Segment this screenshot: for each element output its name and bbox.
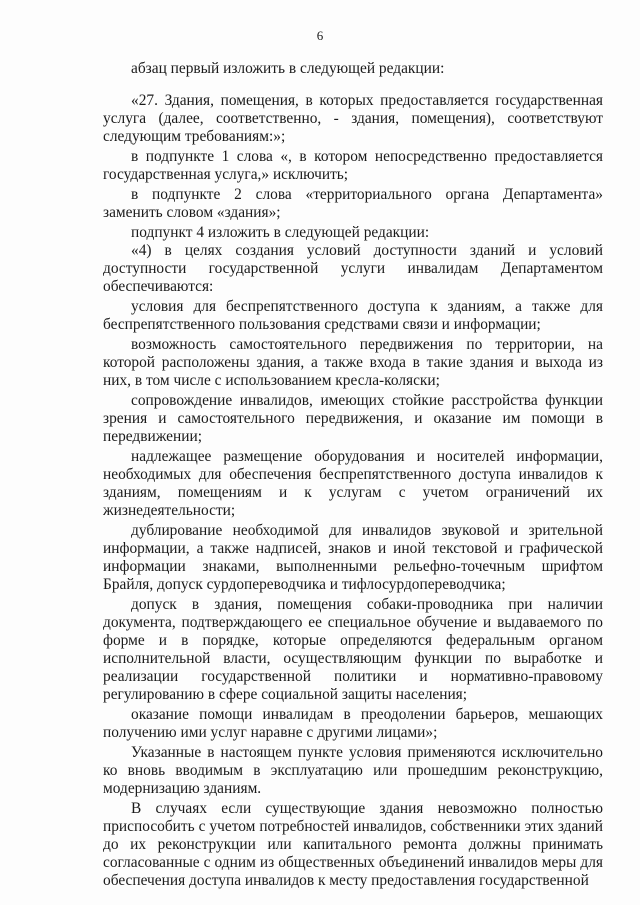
paragraph: дублирование необходимой для инвалидов звуковой и зрительной информации, а также надписей, знаков и иной текстовой и графической информации знаками, выполненными рельефно-точечным шрифтом Брайля, допуск сурдопереводчика и тифлосурдопереводчика;	[103, 522, 603, 593]
paragraph: оказание помощи инвалидам в преодолении барьеров, мешающих получению ими услуг наравне с другими лицами»;	[103, 706, 603, 741]
page-number: 6	[316, 28, 324, 43]
paragraph: подпункт 4 изложить в следующей редакции:	[131, 224, 430, 241]
paragraph: в подпункте 2 слова «территориального органа Департамента» заменить словом «здания»;	[103, 186, 603, 221]
paragraph: в подпункте 1 слова «, в котором непосредственно предоставляется государственная услуга,» исключить;	[103, 148, 603, 183]
paragraph: надлежащее размещение оборудования и носителей информации, необходимых для обеспечения беспрепятственного доступа инвалидов к зданиям, помещениям и к услугам с учетом ограничений их жизнедеятельности;	[103, 448, 603, 519]
paragraph: «27. Здания, помещения, в которых предоставляется государственная услуга (далее, соответственно, - здания, помещения), соответствуют следующим требованиям:»;	[103, 92, 603, 145]
document-body	[103, 60, 603, 890]
paragraph: условия для беспрепятственного доступа к зданиям, а также для беспрепятственного пользования средствами связи и информации;	[103, 298, 603, 333]
paragraph: возможность самостоятельного передвижения по территории, на которой расположены здания, а также входа в такие здания и выхода из них, в том числе с использованием кресла-коляски;	[103, 336, 603, 389]
paragraph: абзац первый изложить в следующей редакции:	[131, 60, 445, 77]
paragraph: сопровождение инвалидов, имеющих стойкие расстройства функции зрения и самостоятельного передвижения, и оказание им помощи в передвижении;	[103, 392, 603, 445]
paragraph: В случаях если существующие здания невозможно полностью приспособить с учетом потребностей инвалидов, собственники этих зданий до их реконструкции или капитального ремонта должны принимать согласованные с одним из общественных объединений инвалидов меры для обеспечения доступа инвалидов к месту предоставления государственной	[103, 800, 603, 889]
paragraph: допуск в здания, помещения собаки-проводника при наличии документа, подтверждающего ее специальное обучение и выдаваемого по форме и в порядке, которые определяются федеральным органом исполнительной власти, осуществляющим функции по выработке и реализации государственной политики и нормативно-правовому регулированию в сфере социальной защиты населения;	[103, 596, 603, 703]
paragraph: «4) в целях создания условий доступности зданий и условий доступности государственной услуги инвалидам Департаментом обеспечиваются:	[103, 242, 603, 295]
paragraph: Указанные в настоящем пункте условия применяются исключительно ко вновь вводимым в эксплуатацию или прошедшим реконструкцию, модернизацию зданиям.	[103, 744, 603, 797]
